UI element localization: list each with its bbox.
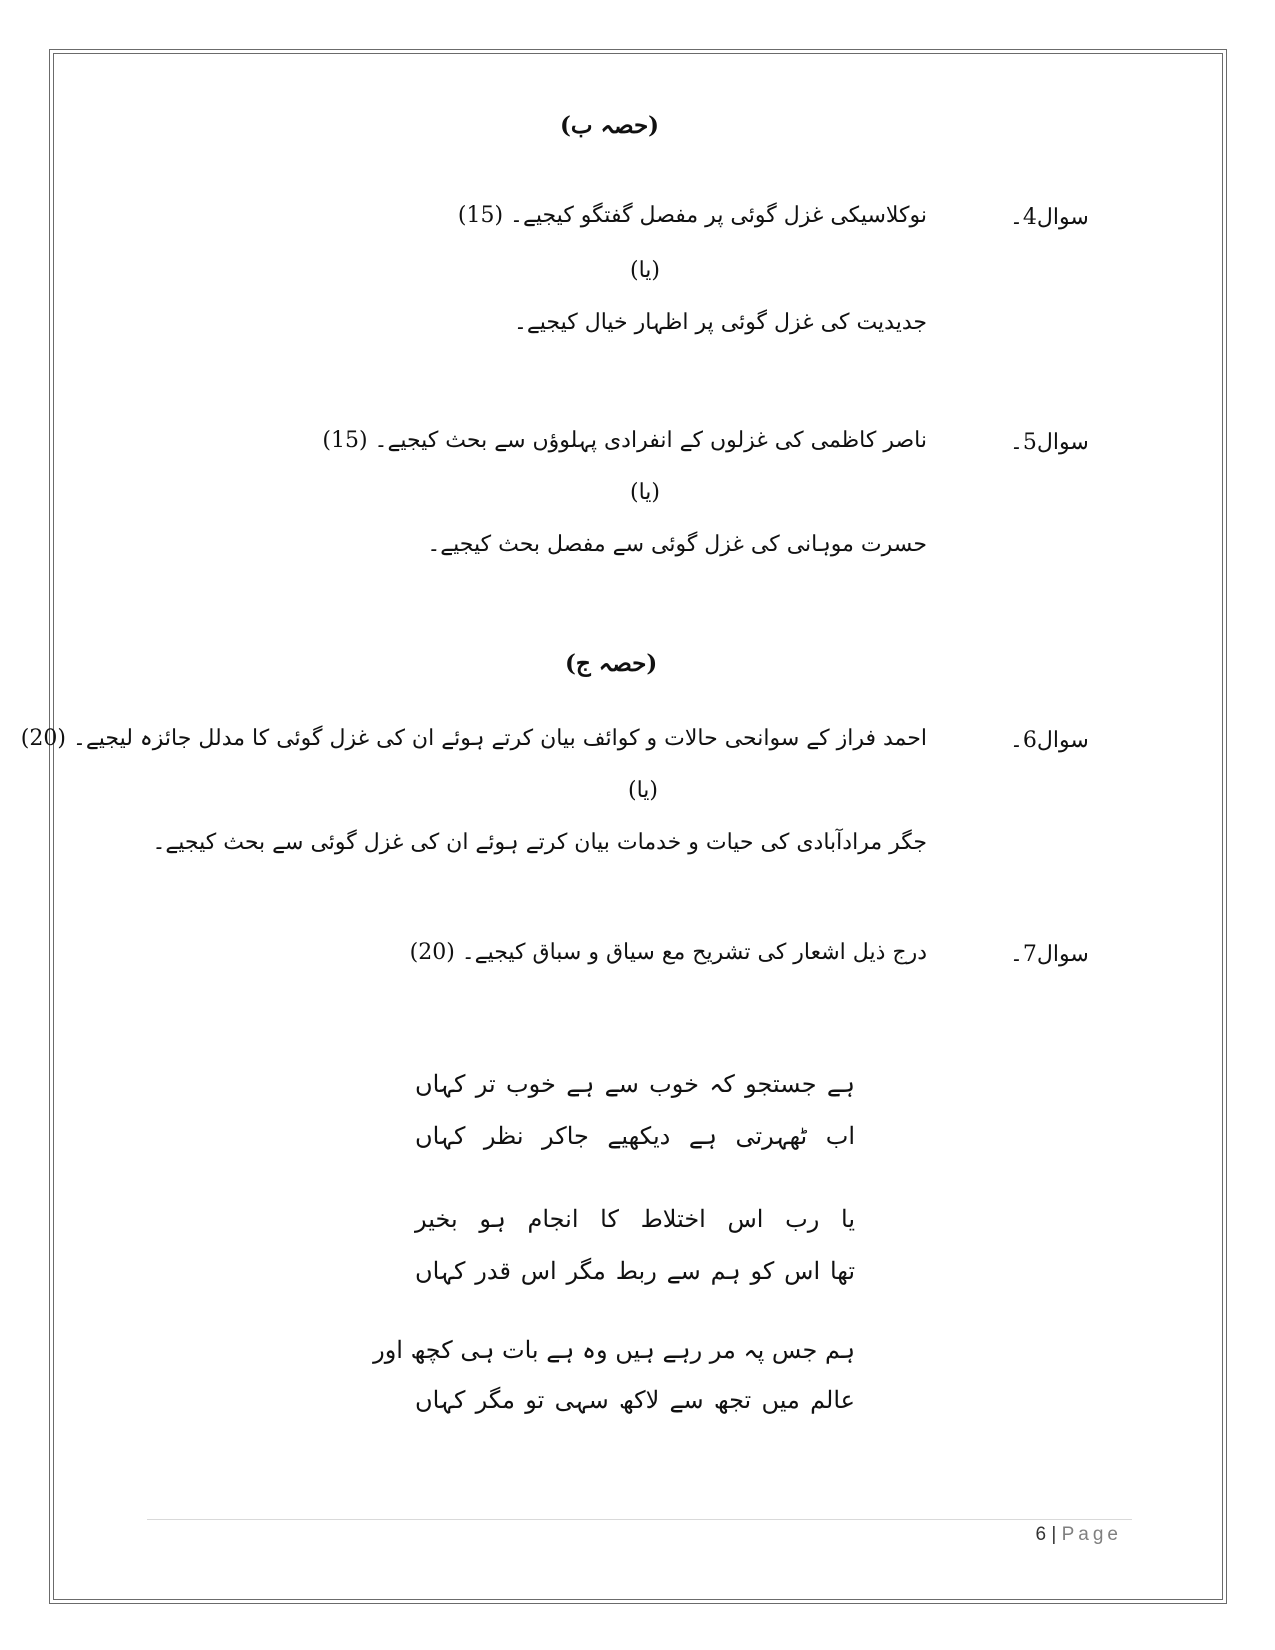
- question-label: سوال6۔: [1010, 728, 1089, 753]
- page-number: 6: [1035, 1524, 1047, 1545]
- verse-line: یا رب اس اختلاط کا انجام ہو بخیر: [415, 1205, 855, 1233]
- or-marker: (یا): [630, 480, 660, 505]
- verse-line: تھا اس کو ہم سے ربط مگر اس قدر کہاں: [415, 1257, 855, 1285]
- question-text: احمد فراز کے سوانحی حالات و کوائف بیان کرتے ہوئے ان کی غزل گوئی کا مدلل جائزہ لیجیے۔ (20): [20, 726, 927, 751]
- verse-line: ہم جس پہ مر رہے ہیں وہ ہے بات ہی کچھ اور: [373, 1336, 855, 1364]
- question-alt-text: جدیدیت کی غزل گوئی پر اظہار خیال کیجیے۔: [514, 310, 927, 335]
- section-heading-j: (حصہ ج): [565, 650, 658, 677]
- page-word: Page: [1061, 1524, 1122, 1545]
- or-marker: (یا): [630, 258, 660, 283]
- verse-line: اب ٹھہرتی ہے دیکھیے جاکر نظر کہاں: [415, 1122, 855, 1150]
- verse-line: ہے جستجو کہ خوب سے ہے خوب تر کہاں: [415, 1070, 855, 1098]
- page-border-inner: [53, 53, 1223, 1600]
- question-label: سوال7۔: [1010, 942, 1089, 967]
- question-alt-text: جگر مرادآبادی کی حیات و خدمات بیان کرتے ہوئے ان کی غزل گوئی سے بحث کیجیے۔: [152, 830, 927, 855]
- page-separator: |: [1051, 1524, 1057, 1545]
- question-label: سوال5۔: [1010, 430, 1089, 455]
- footer-rule: [147, 1519, 1132, 1520]
- verse-line: عالم میں تجھ سے لاکھ سہی تو مگر کہاں: [415, 1386, 855, 1414]
- page-footer: [1036, 1524, 1122, 1546]
- question-text: نوکلاسیکی غزل گوئی پر مفصل گفتگو کیجیے۔ (15): [457, 203, 927, 228]
- question-text: ناصر کاظمی کی غزلوں کے انفرادی پہلوؤں سے بحث کیجیے۔ (15): [322, 428, 927, 453]
- question-text: درج ذیل اشعار کی تشریح مع سیاق و سباق کیجیے۔ (20): [409, 940, 927, 965]
- question-label: سوال4۔: [1010, 205, 1089, 230]
- section-heading-b: (حصہ ب): [560, 112, 660, 139]
- question-alt-text: حسرت موہانی کی غزل گوئی سے مفصل بحث کیجیے۔: [427, 532, 927, 557]
- or-marker: (یا): [628, 778, 658, 803]
